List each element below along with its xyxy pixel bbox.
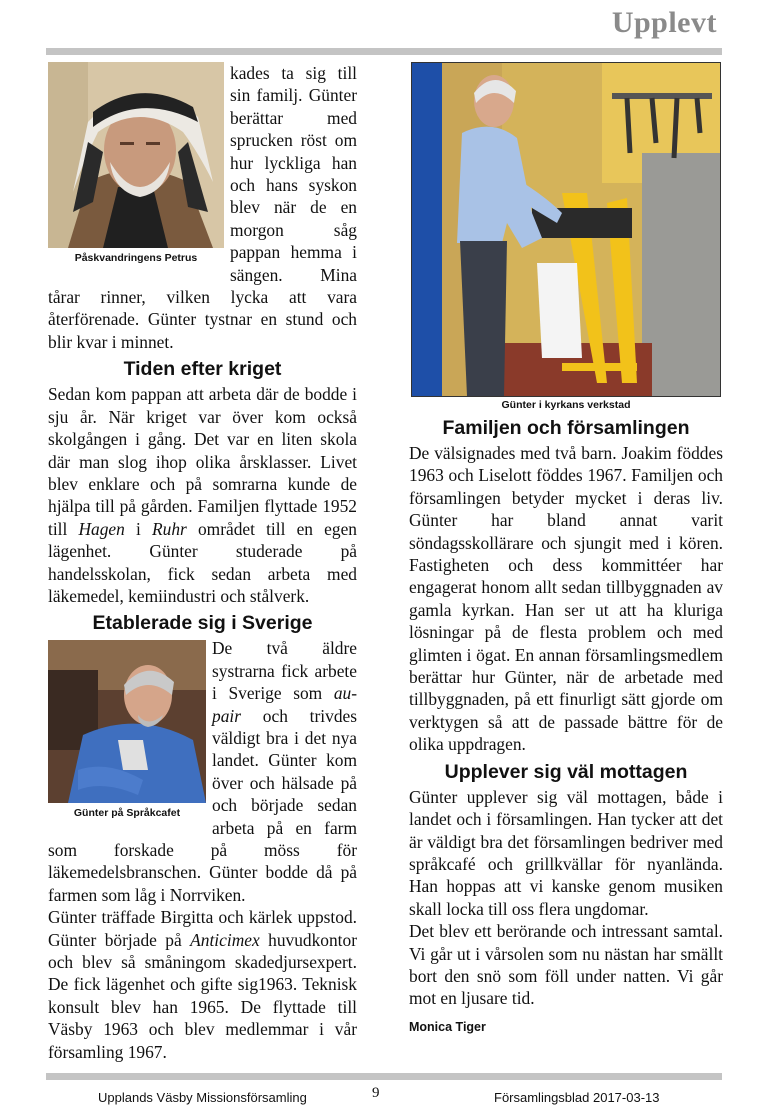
paragraph-systrarna: De två äldre systrarna fick arbete i Sverige som au-pair och trivdes väldigt bra i det nya landet. Günter kom över och hälsade på och började sedan arbeta på en farm som forskade på möss för läkemedelsbranschen. Günter bodde då på farmen som låg i Norrviken. — [48, 638, 357, 905]
left-column — [48, 62, 357, 1063]
photo-verkstad — [411, 62, 721, 397]
paragraph-intro: kades ta sig till sin familj. Günter berättar med sprucken röst om hur lyckliga han och hans syskon blev när de en morgon såg pappan hemma i sängen. Mina tårar rinner, vilken lycka att vara återförenade. Günter tystnar en stund och blir kvar i minnet. — [48, 63, 357, 352]
photo-sprakcafet — [48, 640, 206, 803]
photo-petrus-caption: Påskvandringens Petrus — [74, 252, 198, 264]
paragraph-tiden-efter-kriget: Sedan kom pappan att arbeta där de bodde i sju år. När kriget var över kom också skolgången i gång. Det var en liten skola där man slog ihop olika årsklasser. Livet blev enklare och på somrarna kunde de hjälpa till på gården. Familjen flyttade 1952 till Hagen i Ruhr området till en egen lägenhet. Günter studerade på handelsskolan, fick sedan arbeta med läkemedel, kemiindustri och stålverk. — [48, 384, 357, 606]
bottom-rule — [46, 1073, 722, 1080]
heading-etablerade-sig-i-sverige: Etablerade sig i Sverige — [92, 612, 313, 635]
heading-tiden-efter-kriget: Tiden efter kriget — [123, 358, 282, 381]
page-number: 9 — [372, 1085, 380, 1101]
right-column — [409, 62, 723, 1038]
author-signature: Monica Tiger — [409, 1019, 486, 1034]
paragraph-mottagen: Günter upplever sig väl mottagen, både i landet och i församlingen. Han tycker att det är väldigt bra det församlingen bedriver med språkcafé och grillkvällar för nyanlända. Han hoppas att vi kanske genom musiken skall locka till oss flera ungdomar. — [409, 786, 723, 919]
photo-sprakcafet-figure — [48, 640, 206, 820]
top-rule — [46, 48, 722, 55]
photo-sprakcafet-caption: Günter på Språkcafet — [73, 807, 181, 820]
photo-petrus-figure — [48, 62, 224, 265]
footer-right: Församlingsblad 2017-03-13 — [494, 1090, 660, 1105]
paragraph-samtal: Det blev ett berörande och intressant samtal. Vi går ut i vårsolen som nu nästan har smällt bort den snö som föll under natten. Vi går mot en ljusare tid. — [409, 921, 723, 1009]
photo-verkstad-caption: Günter i kyrkans verkstad — [501, 399, 631, 411]
photo-petrus — [48, 62, 224, 248]
heading-familjen-och-forsamlingen: Familjen och församlingen — [442, 417, 690, 439]
footer-left: Upplands Väsby Missionsförsamling — [98, 1090, 307, 1105]
photo-verkstad-figure — [411, 62, 721, 412]
heading-upplever-sig-val-mottagen: Upplever sig väl mottagen — [444, 760, 688, 783]
paragraph-familjen: De välsignades med två barn. Joakim föddes 1963 och Liselott föddes 1967. Familjen och församlingen betyder mycket i deras liv. Günter har bland annat varit söndagsskollärare och sjungit med i kören. Fastigheten och dess kommittéer har engagerat honom allt sedan tillbyggnaden av gamla kyrkan. Han ser ut att ha kluriga lösningar på de flesta problem och med glimten i ögat. En annan församlingsmedlem berättar hur Günter, när de arbetade med tillbyggnaden, på ett finurligt sätt gjorde om verktygen så att de passade bättre för de olika uppdragen. — [409, 443, 723, 755]
paragraph-birgitta: Günter träffade Birgitta och kärlek uppstod. Günter började på Anticimex huvudkontor och blev så småningom skadedjursexpert. De fick lägenhet och gifte sig1963. Teknisk konsult blev han 1965. De flyttade till Väsby 1963 och blev medlemmar i vår församling 1967. — [48, 907, 357, 1062]
page-header-title: Upplevt — [611, 6, 717, 39]
